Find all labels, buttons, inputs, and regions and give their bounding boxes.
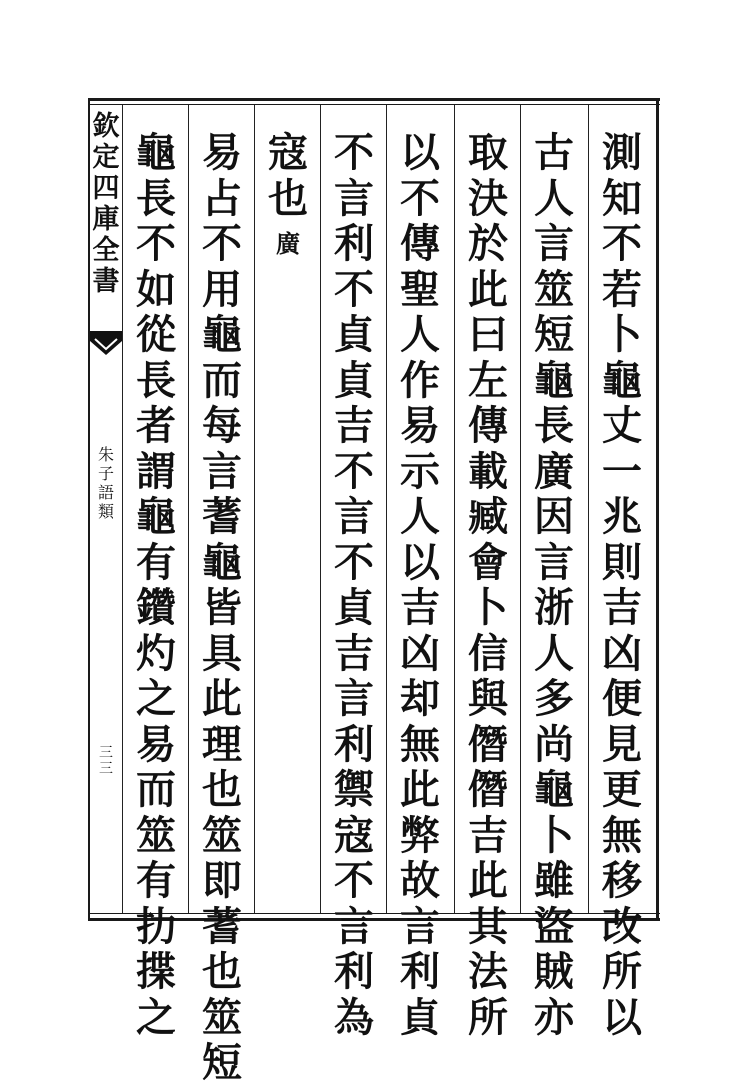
glyph: 有 — [136, 857, 176, 904]
glyph: 而 — [202, 356, 242, 404]
glyph: 貞 — [334, 356, 374, 404]
glyph: 亦 — [534, 993, 574, 1041]
glyph: 浙 — [534, 584, 574, 631]
glyph: 言 — [334, 174, 374, 222]
glyph: 則 — [602, 538, 642, 586]
glyph: 扐 — [136, 902, 176, 950]
glyph: 皆 — [202, 584, 242, 631]
glyph: 廣 — [534, 447, 574, 495]
glyph: 以 — [400, 538, 440, 586]
glyph: 不 — [400, 174, 440, 222]
glyph: 四 — [92, 173, 120, 204]
glyph: 禦 — [334, 766, 374, 813]
glyph: 欽 — [92, 111, 120, 142]
glyph: 有 — [136, 538, 176, 586]
glyph: 見 — [602, 720, 642, 768]
glyph: 如 — [136, 265, 176, 313]
glyph: 人 — [534, 629, 574, 677]
glyph: 龜 — [202, 311, 242, 358]
text-column-3 — [458, 130, 518, 1040]
glyph: 利 — [334, 948, 374, 995]
glyph: 語 — [97, 483, 114, 502]
text-column-4 — [390, 130, 450, 1040]
glyph: 吉 — [602, 584, 642, 631]
glyph: 灼 — [136, 629, 176, 677]
glyph: 測 — [602, 129, 642, 176]
glyph: 利 — [400, 948, 440, 995]
text-column-7 — [192, 130, 252, 1086]
glyph: 言 — [534, 538, 574, 586]
glyph: 言 — [334, 675, 374, 722]
glyph: 全 — [92, 235, 120, 266]
glyph: 更 — [602, 766, 642, 813]
glyph: 凶 — [400, 629, 440, 677]
glyph: 不 — [136, 220, 176, 267]
glyph: 短 — [202, 1039, 242, 1086]
glyph: 言 — [400, 902, 440, 950]
glyph: 移 — [602, 857, 642, 904]
glyph: 不 — [602, 220, 642, 267]
glyph: 每 — [202, 402, 242, 449]
glyph: 言 — [334, 902, 374, 950]
glyph: 庫 — [92, 204, 120, 235]
glyph: 此 — [468, 857, 508, 904]
glyph: 丈 — [602, 402, 642, 449]
glyph: 取 — [468, 129, 508, 176]
glyph: 若 — [602, 265, 642, 313]
glyph: 傳 — [468, 402, 508, 449]
glyph: 筮 — [534, 265, 574, 313]
column-divider — [386, 105, 387, 913]
glyph: 短 — [534, 311, 574, 358]
glyph: 長 — [534, 402, 574, 449]
frame-top-inner-rule — [88, 104, 660, 105]
glyph: 雖 — [534, 857, 574, 904]
glyph: 貞 — [400, 993, 440, 1041]
glyph: 賊 — [534, 948, 574, 995]
frame-top-rule — [88, 98, 660, 101]
glyph: 類 — [97, 502, 114, 521]
glyph: 傳 — [400, 220, 440, 267]
glyph: 貞 — [334, 584, 374, 631]
margin-column — [90, 105, 122, 913]
glyph: 即 — [202, 857, 242, 904]
glyph: 尚 — [534, 720, 574, 768]
glyph: 筮 — [202, 811, 242, 859]
frame-right-rule — [656, 98, 659, 921]
glyph: 易 — [400, 402, 440, 449]
glyph: 理 — [202, 720, 242, 768]
glyph: 朱 — [97, 445, 114, 464]
glyph: 所 — [602, 948, 642, 995]
column-divider — [320, 105, 321, 913]
glyph: 會 — [468, 538, 508, 586]
glyph: 言 — [534, 220, 574, 267]
page-number — [90, 745, 122, 777]
glyph: 為 — [334, 993, 374, 1041]
glyph: 易 — [202, 129, 242, 176]
glyph: 寇 — [268, 129, 308, 176]
glyph: 法 — [468, 948, 508, 995]
glyph: 定 — [92, 142, 120, 173]
glyph: 吉 — [334, 629, 374, 677]
glyph: 無 — [602, 811, 642, 859]
glyph: 此 — [468, 265, 508, 313]
glyph: 改 — [602, 902, 642, 950]
glyph: 決 — [468, 174, 508, 222]
column-divider — [122, 105, 123, 913]
section-title — [90, 445, 122, 521]
glyph: 吉 — [468, 811, 508, 859]
glyph: 作 — [400, 356, 440, 404]
glyph: 盜 — [534, 902, 574, 950]
glyph: 龜 — [136, 129, 176, 176]
glyph: 吉 — [334, 402, 374, 449]
glyph: 故 — [400, 857, 440, 904]
glyph: 之 — [136, 675, 176, 722]
text-column-8 — [126, 130, 186, 1040]
glyph: 兆 — [602, 493, 642, 540]
glyph: 占 — [202, 174, 242, 222]
glyph: 不 — [334, 129, 374, 176]
glyph: 卜 — [534, 811, 574, 859]
glyph: 所 — [468, 993, 508, 1041]
glyph: 載 — [468, 447, 508, 495]
glyph: 龜 — [202, 538, 242, 586]
glyph: 具 — [202, 629, 242, 677]
glyph: 不 — [334, 265, 374, 313]
glyph: 龜 — [534, 356, 574, 404]
glyph: 揲 — [136, 948, 176, 995]
glyph: 蓍 — [202, 493, 242, 540]
glyph: 利 — [334, 720, 374, 768]
glyph: 筮 — [136, 811, 176, 859]
glyph: 古 — [534, 129, 574, 176]
glyph: 言 — [334, 493, 374, 540]
glyph: 言 — [202, 447, 242, 495]
column-divider — [454, 105, 455, 913]
glyph: 弊 — [400, 811, 440, 859]
text-column-6 — [258, 130, 318, 267]
glyph: 一 — [602, 447, 642, 495]
glyph: 也 — [268, 174, 308, 222]
glyph: 易 — [136, 720, 176, 768]
glyph: 知 — [602, 174, 642, 222]
glyph: 筮 — [202, 993, 242, 1041]
glyph: 龜 — [602, 356, 642, 404]
glyph: 蓍 — [202, 902, 242, 950]
text-column-5 — [324, 130, 384, 1040]
glyph: 龜 — [534, 766, 574, 813]
glyph: 此 — [202, 675, 242, 722]
glyph: 人 — [400, 493, 440, 540]
glyph: 無 — [400, 720, 440, 768]
glyph: 其 — [468, 902, 508, 950]
glyph: 利 — [334, 220, 374, 267]
fishtail-mark-icon — [90, 331, 122, 361]
glyph: 以 — [602, 993, 642, 1041]
glyph: 龜 — [136, 493, 176, 540]
glyph: 不 — [334, 857, 374, 904]
glyph: 之 — [136, 993, 176, 1041]
glyph: 便 — [602, 675, 642, 722]
glyph: 信 — [468, 629, 508, 677]
column-divider — [254, 105, 255, 913]
glyph: 長 — [136, 174, 176, 222]
glyph: 卜 — [602, 311, 642, 358]
column-divider — [588, 105, 589, 913]
glyph: 示 — [400, 447, 440, 495]
glyph: 用 — [202, 265, 242, 313]
text-column-1 — [592, 130, 652, 1040]
glyph: 臧 — [468, 493, 508, 540]
glyph: 曰 — [468, 311, 508, 358]
glyph: 三 — [99, 745, 113, 761]
glyph: 僭 — [468, 720, 508, 768]
column-divider — [520, 105, 521, 913]
glyph: 謂 — [136, 447, 176, 495]
glyph: 不 — [202, 220, 242, 267]
glyph: 不 — [334, 447, 374, 495]
glyph: 却 — [400, 675, 440, 722]
glyph: 因 — [534, 493, 574, 540]
glyph: 卜 — [468, 584, 508, 631]
glyph: 聖 — [400, 265, 440, 313]
glyph: 也 — [202, 948, 242, 995]
glyph: 人 — [534, 174, 574, 222]
text-column-2 — [524, 130, 584, 1040]
glyph: 僭 — [468, 766, 508, 813]
glyph: 左 — [468, 356, 508, 404]
glyph: 書 — [92, 266, 120, 297]
glyph: 三 — [99, 761, 113, 777]
glyph: 吉 — [400, 584, 440, 631]
glyph: 長 — [136, 356, 176, 404]
glyph: 鑽 — [136, 584, 176, 631]
glyph: 貞 — [334, 311, 374, 358]
glyph: 從 — [136, 311, 176, 358]
glyph: 以 — [400, 129, 440, 176]
glyph: 與 — [468, 675, 508, 722]
glyph: 寇 — [334, 811, 374, 859]
column-divider — [188, 105, 189, 913]
glyph: 廣 — [276, 229, 300, 258]
glyph: 凶 — [602, 629, 642, 677]
glyph: 多 — [534, 675, 574, 722]
book-title — [90, 111, 122, 297]
glyph: 不 — [334, 538, 374, 586]
glyph: 子 — [97, 464, 114, 483]
glyph: 人 — [400, 311, 440, 358]
glyph: 此 — [400, 766, 440, 813]
glyph: 者 — [136, 402, 176, 449]
glyph: 而 — [136, 766, 176, 813]
glyph: 也 — [202, 766, 242, 813]
glyph: 於 — [468, 220, 508, 267]
